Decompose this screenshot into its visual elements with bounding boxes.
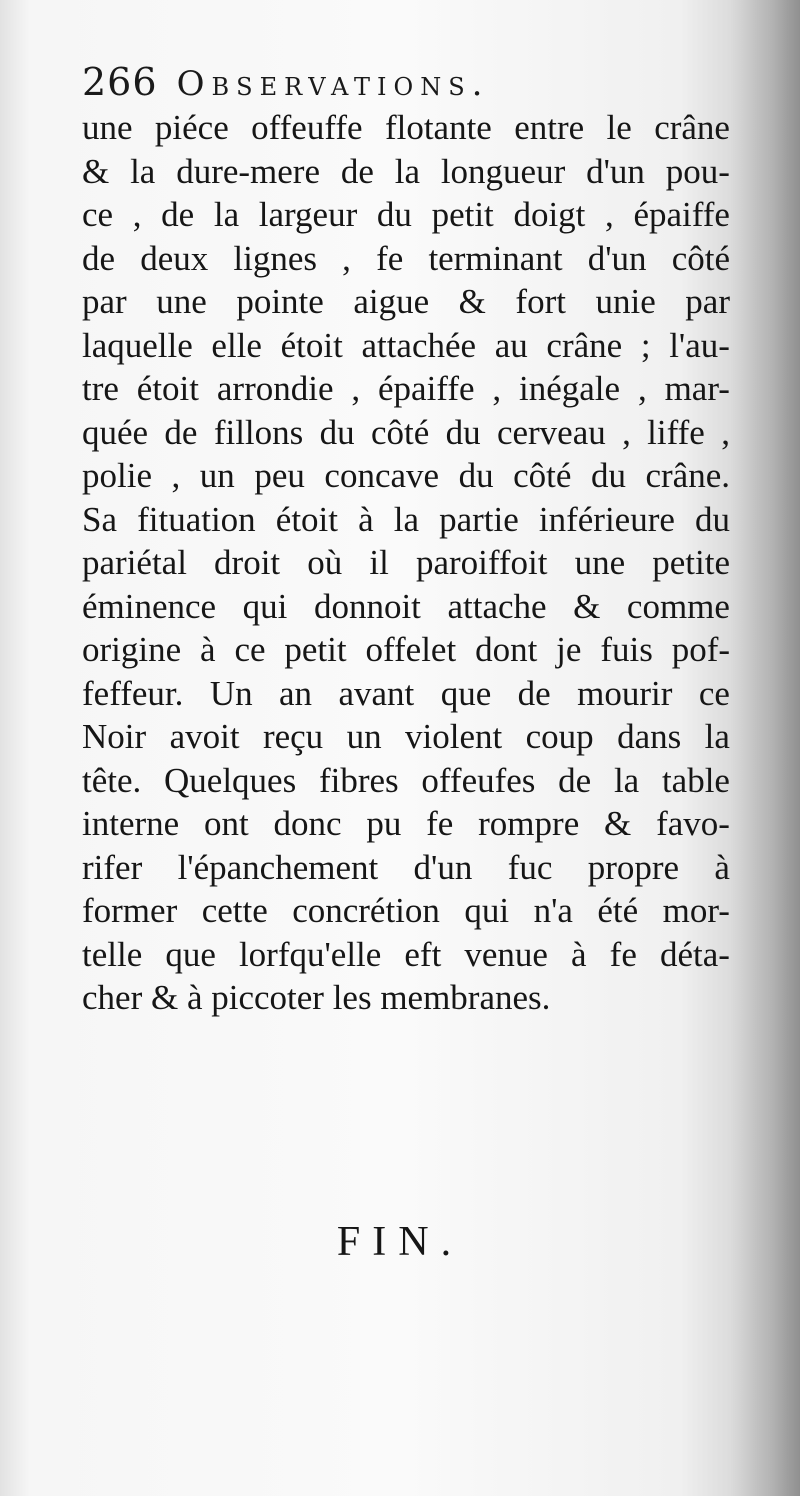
- text-line: interne ont donc pu fe rompre & favo-: [82, 804, 730, 843]
- text-line: Noir avoit reçu un violent coup dans la: [82, 717, 730, 756]
- text-line: Sa fituation étoit à la partie inférieure du: [82, 499, 730, 539]
- text-line: ce , de la largeur du petit doigt , épaiffe: [82, 195, 730, 234]
- running-head: Observations.: [176, 64, 490, 104]
- gutter-shadow: [730, 0, 800, 1496]
- text-line: laquelle elle étoit attachée au crâne ; l'au-: [82, 325, 730, 365]
- text-line: par une pointe aigue & fort unie par: [82, 282, 730, 321]
- text-line: éminence qui donnoit attache & comme: [82, 586, 730, 626]
- text-line: polie , un peu concave du côté du crâne.: [82, 456, 730, 495]
- text-line: tête. Quelques fibres offeufes de la table: [82, 760, 730, 800]
- body-text: [82, 106, 730, 1020]
- text-line: pariétal droit où il paroiffoit une petite: [82, 543, 730, 582]
- closing-fin: FIN.: [336, 1219, 464, 1265]
- page-number: 266: [82, 60, 158, 104]
- text-line: rifer l'épanchement d'un fuc propre à: [82, 847, 730, 887]
- text-line: quée de fillons du côté du cerveau , liffe ,: [82, 412, 730, 452]
- text-line: telle que lorfqu'elle eft venue à fe déta-: [82, 934, 730, 974]
- text-line: former cette concrétion qui n'a été mor-: [82, 891, 730, 930]
- text-line: origine à ce petit offelet dont je fuis pof-: [82, 630, 730, 669]
- text-line: une piéce offeuffe flotante entre le crâne: [82, 108, 730, 147]
- text-line: de deux lignes , fe terminant d'un côté: [82, 238, 730, 278]
- text-line: tre étoit arrondie , épaiffe , inégale , mar-: [82, 369, 730, 408]
- text-line: feffeur. Un an avant que de mourir ce: [82, 673, 730, 713]
- text-line: & la dure-mere de la longueur d'un pou-: [82, 151, 730, 191]
- page-header: [82, 60, 722, 112]
- text-line: cher & à piccoter les membranes.: [82, 978, 551, 1017]
